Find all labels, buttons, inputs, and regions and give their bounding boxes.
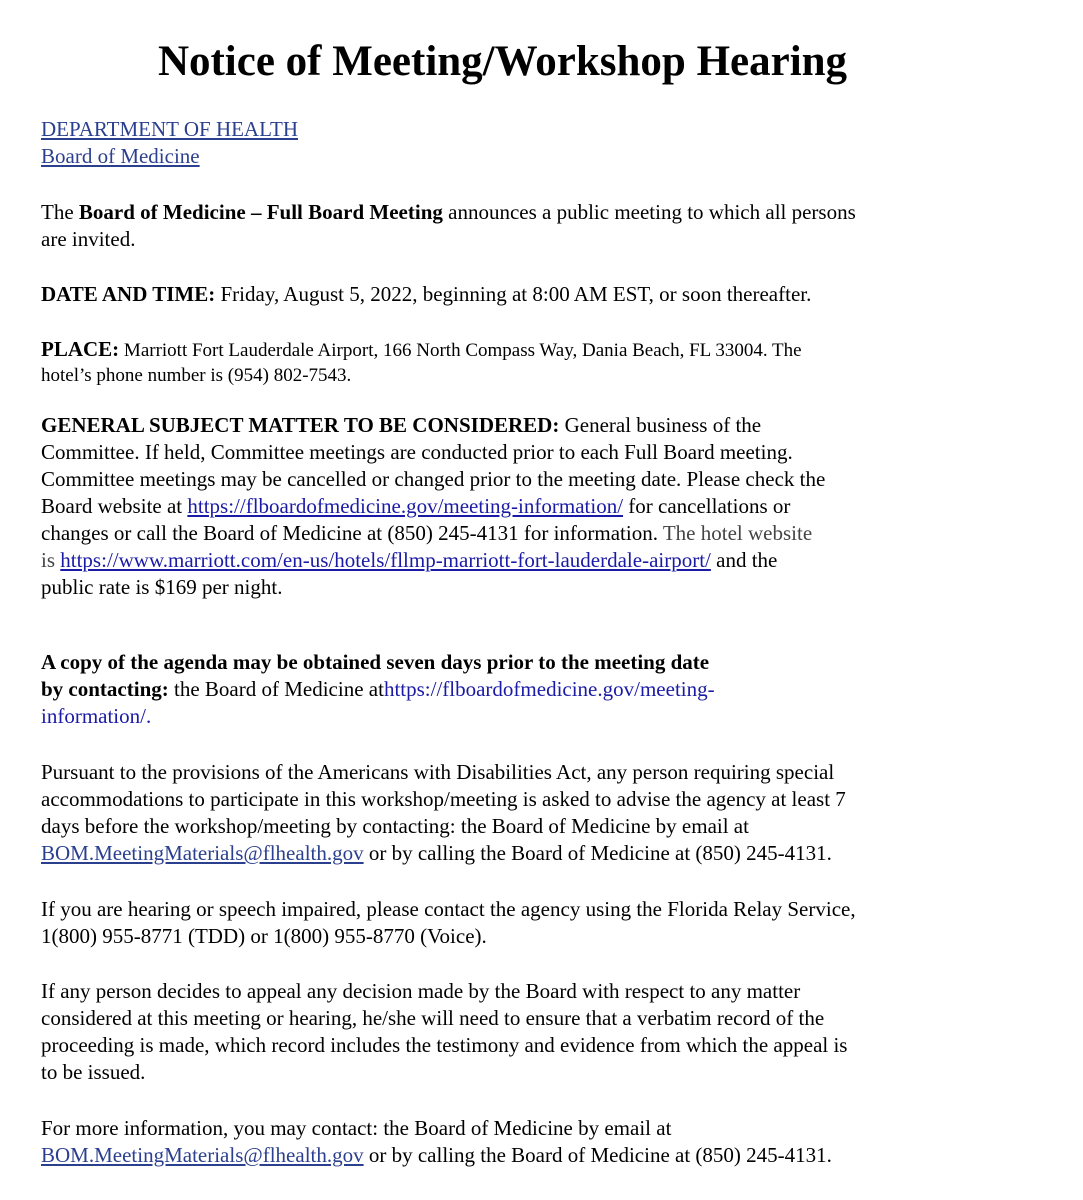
more-info-paragraph xyxy=(41,1115,991,1169)
more-info-line2-suffix: or by calling the Board of Medicine at (850) 245-4131. xyxy=(363,1143,832,1167)
relay-paragraph xyxy=(41,896,991,950)
relay-line1: If you are hearing or speech impaired, please contact the agency using the Florida Relay Service, xyxy=(41,897,856,921)
place-paragraph xyxy=(41,337,991,388)
ada-email-link[interactable]: BOM.MeetingMaterials@flhealth.gov xyxy=(41,841,364,865)
subject-line5: changes or call the Board of Medicine at (850) 245-4131 for information. xyxy=(41,521,658,545)
agenda-link-part1[interactable]: https://flboardofmedicine.gov/meeting- xyxy=(383,677,715,701)
agenda-line2-rest: the Board of Medicine at xyxy=(168,677,384,701)
intro-paragraph xyxy=(41,199,991,253)
more-info-email-link[interactable]: BOM.MeetingMaterials@flhealth.gov xyxy=(41,1143,364,1167)
intro-text: announces a public meeting to which all persons xyxy=(442,200,856,224)
intro-text-line2: are invited. xyxy=(41,227,136,251)
subject-line6-prefix: is xyxy=(41,548,61,572)
subject-label: GENERAL SUBJECT MATTER TO BE CONSIDERED: xyxy=(41,413,560,437)
relay-line2: 1(800) 955-8771 (TDD) or 1(800) 955-8770 (Voice). xyxy=(41,924,487,948)
appeal-paragraph xyxy=(41,978,991,1086)
date-time-label: DATE AND TIME: xyxy=(41,282,216,306)
subject-line6-suffix: and the xyxy=(710,548,778,572)
subject-line1: General business of the xyxy=(559,413,762,437)
hotel-website-link[interactable]: https://www.marriott.com/en-us/hotels/fllmp-marriott-fort-lauderdale-airport/ xyxy=(60,548,711,572)
more-info-line1: For more information, you may contact: the Board of Medicine by email at xyxy=(41,1116,672,1140)
agency-header xyxy=(41,116,991,170)
place-label: PLACE: xyxy=(41,337,120,361)
agenda-label: A copy of the agenda may be obtained seven days prior to the meeting date xyxy=(41,650,710,674)
subject-line3: Committee meetings may be cancelled or changed prior to the meeting date. Please check the xyxy=(41,467,826,491)
appeal-line2: considered at this meeting or hearing, he/she will need to ensure that a verbatim record of the xyxy=(41,1006,825,1030)
agenda-label-line2: by contacting: xyxy=(41,677,169,701)
appeal-line1: If any person decides to appeal any decision made by the Board with respect to any matter xyxy=(41,979,801,1003)
ada-line1: Pursuant to the provisions of the Americans with Disabilities Act, any person requiring special xyxy=(41,760,835,784)
date-time-value: Friday, August 5, 2022, beginning at 8:00 AM EST, or soon thereafter. xyxy=(215,282,812,306)
meeting-name: Board of Medicine – Full Board Meeting xyxy=(78,200,443,224)
ada-paragraph xyxy=(41,759,991,867)
agenda-paragraph xyxy=(41,649,991,730)
page-title: Notice of Meeting/Workshop Hearing xyxy=(157,38,848,85)
place-line2: hotel’s phone number is (954) 802-7543. xyxy=(41,365,352,386)
meeting-information-link[interactable]: https://flboardofmedicine.gov/meeting-information/ xyxy=(187,494,624,518)
agenda-link-part2[interactable]: information/. xyxy=(41,704,152,728)
appeal-line4: to be issued. xyxy=(41,1060,146,1084)
place-line1: Marriott Fort Lauderdale Airport, 166 North Compass Way, Dania Beach, FL 33004. The xyxy=(119,340,802,361)
subject-line5-hotel: The hotel website xyxy=(657,521,813,545)
ada-line3: days before the workshop/meeting by contacting: the Board of Medicine by email at xyxy=(41,814,749,838)
department-link[interactable]: DEPARTMENT OF HEALTH xyxy=(41,117,298,141)
date-time-paragraph xyxy=(41,281,991,308)
subject-paragraph xyxy=(41,412,991,601)
ada-line4-suffix: or by calling the Board of Medicine at (850) 245-4131. xyxy=(363,841,832,865)
intro-prefix: The xyxy=(41,200,79,224)
ada-line2: accommodations to participate in this workshop/meeting is asked to advise the agency at least 7 xyxy=(41,787,846,811)
subject-line4-suffix: for cancellations or xyxy=(623,494,791,518)
subject-line4-prefix: Board website at xyxy=(41,494,188,518)
subject-line7: public rate is $169 per night. xyxy=(41,575,283,599)
subject-line2: Committee. If held, Committee meetings are conducted prior to each Full Board meeting. xyxy=(41,440,793,464)
board-link[interactable]: Board of Medicine xyxy=(41,144,200,168)
appeal-line3: proceeding is made, which record includes the testimony and evidence from which the appeal is xyxy=(41,1033,848,1057)
